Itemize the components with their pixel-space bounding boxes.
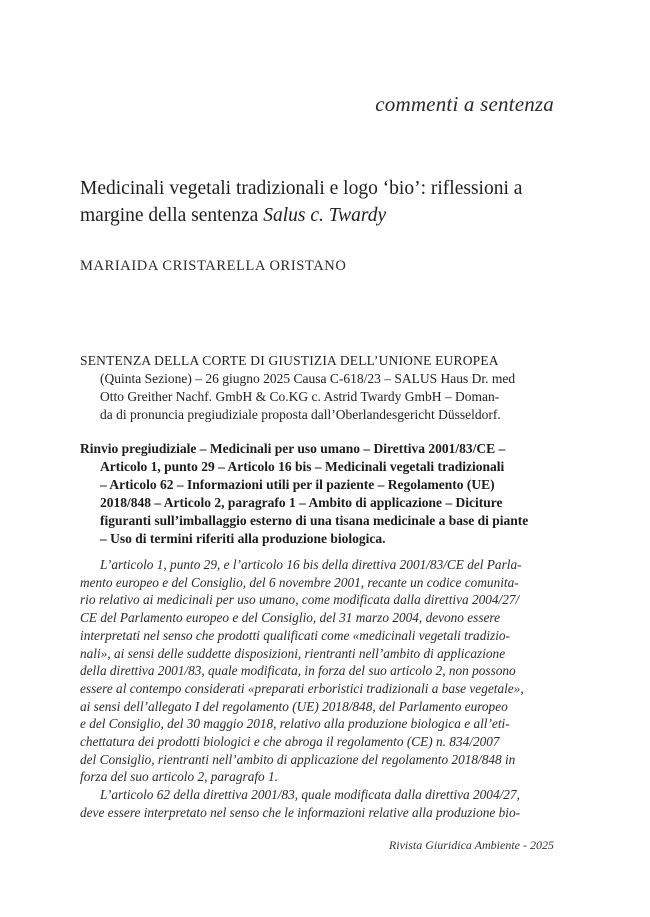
keywords-line: Rinvio pregiudiziale – Medicinali per uso umano – Direttiva 2001/83/CE – xyxy=(80,441,506,456)
case-header-line: (Quinta Sezione) – 26 giugno 2025 Causa C-618/23 – SALUS Haus Dr. med xyxy=(100,371,516,386)
keywords-line: Articolo 1, punto 29 – Articolo 16 bis – Medicinali vegetali tradizionali xyxy=(100,459,505,474)
case-header xyxy=(80,352,580,424)
body-line: essere al contempo considerati «preparati erboristici tradizionali a base vegetale», xyxy=(80,680,524,696)
title-case-name: Salus c. Twardy xyxy=(263,205,387,226)
body-line: CE del Parlamento europeo e del Consiglio, del 31 marzo 2004, devono essere xyxy=(80,610,501,626)
keywords-line: figuranti sull’imballaggio esterno di una tisana medicinale a base di piante xyxy=(100,513,529,528)
journal-footer: Rivista Giuridica Ambiente - 2025 xyxy=(388,838,554,852)
keywords-line: – Uso di termini riferiti alla produzione biologica. xyxy=(100,531,386,546)
body-line: interpretati nel senso che prodotti qualificati come «medicinali vegetali tradizio- xyxy=(80,627,510,643)
case-keywords xyxy=(80,440,580,548)
body-line: nali», ai sensi delle suddette disposizioni, rientranti nell’ambito di applicazione xyxy=(80,645,506,661)
title-line-2-prefix: margine della sentenza xyxy=(80,205,264,226)
case-header-line: SENTENZA DELLA CORTE DI GIUSTIZIA DELL’UNIONE EUROPEA xyxy=(80,353,499,368)
body-line: L’articolo 1, punto 29, e l’articolo 16 bis della direttiva 2001/83/CE del Parla- xyxy=(100,557,522,572)
body-line: deve essere interpretato nel senso che le informazioni relative alla produzione bio- xyxy=(80,804,521,820)
case-header-line: da di pronuncia pregiudiziale proposta dall’Oberlandesgericht Düsseldorf. xyxy=(100,407,501,422)
body-line: L’articolo 62 della direttiva 2001/83, quale modificata dalla direttiva 2004/27, xyxy=(100,787,520,803)
body-line: chettatura dei prodotti biologici e che abroga il regolamento (CE) n. 834/2007 xyxy=(80,734,500,750)
body-line: del Consiglio, rientranti nell’ambito di applicazione del regolamento 2018/848 in xyxy=(80,751,516,767)
body-line: e del Consiglio, del 30 maggio 2018, relativo alla produzione biologica e all’eti- xyxy=(80,716,510,732)
keywords-line: 2018/848 – Articolo 2, paragrafo 1 – Ambito di applicazione – Diciture xyxy=(100,495,503,510)
body-line: forza del suo articolo 2, paragrafo 1. xyxy=(80,769,278,785)
title-line-1: Medicinali vegetali tradizionali e logo ‘bio’: riflessioni a xyxy=(80,178,523,199)
case-header-line: Otto Greither Nachf. GmbH & Co.KG c. Astrid Twardy GmbH – Doman- xyxy=(100,389,500,404)
running-head: commenti a sentenza xyxy=(375,92,554,116)
body-line: mento europeo e del Consiglio, del 6 novembre 2001, recante un codice comunita- xyxy=(80,574,519,590)
summary-text xyxy=(80,556,580,822)
article-title xyxy=(80,175,580,229)
author-name: MARIAIDA CRISTARELLA ORISTANO xyxy=(80,258,347,274)
keywords-line: – Articolo 62 – Informazioni utili per il paziente – Regolamento (UE) xyxy=(100,477,495,492)
body-line: rio relativo ai medicinali per uso umano, come modificata dalla direttiva 2004/27/ xyxy=(80,592,520,608)
body-line: della direttiva 2001/83, quale modificata, in forza del suo articolo 2, non possono xyxy=(80,663,516,679)
body-line: ai sensi dell’allegato I del regolamento (UE) 2018/848, del Parlamento europeo xyxy=(80,698,508,714)
